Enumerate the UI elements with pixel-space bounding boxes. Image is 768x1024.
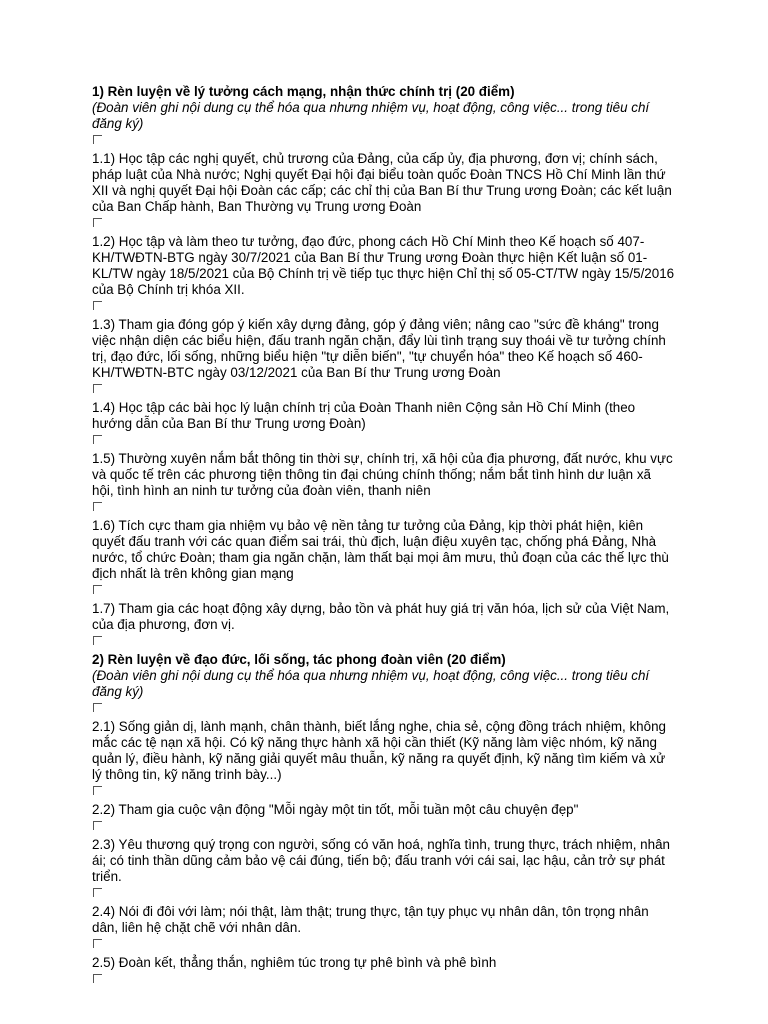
- criterion-item: 1.4) Học tập các bài học lý luận chính trị của Đoàn Thanh niên Cộng sản Hồ Chí Minh (theo hướng dẫn của Ban Bí thư Trung ương Đoàn): [92, 400, 636, 431]
- checkbox-icon[interactable]: [93, 821, 102, 830]
- criterion-item: 2.4) Nói đi đôi với làm; nói thật, làm thật; trung thực, tận tụy phục vụ nhân dân, tôn trọng nhân dân, liên hệ chặt chẽ với nhân dân.: [92, 904, 649, 935]
- checkbox-icon[interactable]: [93, 888, 102, 897]
- checkbox-icon[interactable]: [93, 218, 102, 227]
- checkbox-icon[interactable]: [93, 384, 102, 393]
- checkbox-icon[interactable]: [93, 786, 102, 795]
- criterion-item: 2.2) Tham gia cuộc vận động "Mỗi ngày một tin tốt, mỗi tuần một câu chuyện đẹp": [92, 802, 579, 817]
- section-2: [92, 652, 676, 983]
- section-1: [92, 84, 676, 645]
- document-page: [92, 84, 676, 990]
- checkbox-icon[interactable]: [93, 301, 102, 310]
- section-note: (Đoàn viên ghi nội dung cụ thể hóa qua nhưng nhiệm vụ, hoạt động, công việc... trong tiêu chí đăng ký): [92, 100, 650, 131]
- criterion-item: 1.3) Tham gia đóng góp ý kiến xây dựng đảng, góp ý đảng viên; nâng cao "sức đề kháng" trong việc nhận diện các biểu hiện, đấu tranh ngăn chặn, đẩy lùi tình trạng suy thoái về tư tưởng chính trị, đạo đức, lối sống, những biểu hiện "tự diễn biến", "tự chuyển hóa" theo Kế hoạch số 460-KH/TWĐTN-BTC ngày 03/12/2021 của Ban Bí thư Trung ương Đoàn: [92, 317, 666, 380]
- checkbox-icon[interactable]: [93, 585, 102, 594]
- checkbox-icon[interactable]: [93, 939, 102, 948]
- criterion-item: 1.1) Học tập các nghị quyết, chủ trương của Đảng, của cấp ủy, địa phương, đơn vị; chính sách, pháp luật của Nhà nước; Nghị quyết Đại hội đại biểu toàn quốc Đoàn TNCS Hồ Chí Minh lần thứ XII và nghị quyết Đại hội Đoàn các cấp; các chỉ thị của Ban Bí thư Trung ương Đoàn; các kết luận của Ban Chấp hành, Ban Thường vụ Trung ương Đoàn: [92, 151, 672, 214]
- checkbox-icon[interactable]: [93, 135, 102, 144]
- checkbox-icon[interactable]: [93, 502, 102, 511]
- criterion-item: 1.6) Tích cực tham gia nhiệm vụ bảo vệ nền tảng tư tưởng của Đảng, kịp thời phát hiện, kiên quyết đấu tranh với các quan điểm sai trái, thù địch, luận điệu xuyên tạc, chống phá Đảng, Nhà nước, tổ chức Đoàn; tham gia ngăn chặn, làm thất bại mọi âm mưu, thủ đoạn của các thế lực thù địch nhất là trên không gian mạng: [92, 518, 669, 581]
- section-title: 2) Rèn luyện về đạo đức, lối sống, tác phong đoàn viên (20 điểm): [92, 652, 506, 667]
- section-title: 1) Rèn luyện về lý tưởng cách mạng, nhận thức chính trị (20 điểm): [92, 84, 515, 99]
- section-note: (Đoàn viên ghi nội dung cụ thể hóa qua nhưng nhiệm vụ, hoạt động, công việc... trong tiêu chí đăng ký): [92, 668, 650, 699]
- checkbox-icon[interactable]: [93, 636, 102, 645]
- criterion-item: 1.2) Học tập và làm theo tư tưởng, đạo đức, phong cách Hồ Chí Minh theo Kế hoạch số 407-KH/TWĐTN-BTG ngày 30/7/2021 của Ban Bí thư Trung ương Đoàn thực hiện Kết luận số 01-KL/TW ngày 18/5/2021 của Bộ Chính trị về tiếp tục thực hiện Chỉ thị số 05-CT/TW ngày 15/5/2016 của Bộ Chính trị khóa XII.: [92, 234, 675, 297]
- criterion-item: 2.5) Đoàn kết, thẳng thắn, nghiêm túc trong tự phê bình và phê bình: [92, 955, 497, 970]
- criterion-item: 2.1) Sống giản dị, lành mạnh, chân thành, biết lắng nghe, chia sẻ, cộng đồng trách nhiệm, không mắc các tệ nạn xã hội. Có kỹ năng thực hành xã hội cần thiết (Kỹ năng làm việc nhóm, kỹ năng quản lý, điều hành, kỹ năng giải quyết mâu thuẫn, kỹ năng ra quyết định, kỹ năng tìm kiếm và xử lý thông tin, kỹ năng trình bày...): [92, 719, 666, 782]
- criterion-item: 1.7) Tham gia các hoạt động xây dựng, bảo tồn và phát huy giá trị văn hóa, lịch sử của Việt Nam, của địa phương, đơn vị.: [92, 601, 670, 632]
- criterion-item: 1.5) Thường xuyên nắm bắt thông tin thời sự, chính trị, xã hội của địa phương, đất nước, khu vực và quốc tế trên các phương tiện thông tin đại chúng chính thống; nắm bắt tình hình dư luận xã hội, tình hình an ninh tư tưởng của đoàn viên, thanh niên: [92, 451, 673, 498]
- checkbox-icon[interactable]: [93, 703, 102, 712]
- criterion-item: 2.3) Yêu thương quý trọng con người, sống có văn hoá, nghĩa tình, trung thực, trách nhiệm, nhân ái; có tinh thần dũng cảm bảo vệ cái đúng, tiến bộ; đấu tranh với cái sai, lạc hậu, cản trở sự phát triển.: [92, 837, 670, 884]
- checkbox-icon[interactable]: [93, 435, 102, 444]
- checkbox-icon[interactable]: [93, 974, 102, 983]
